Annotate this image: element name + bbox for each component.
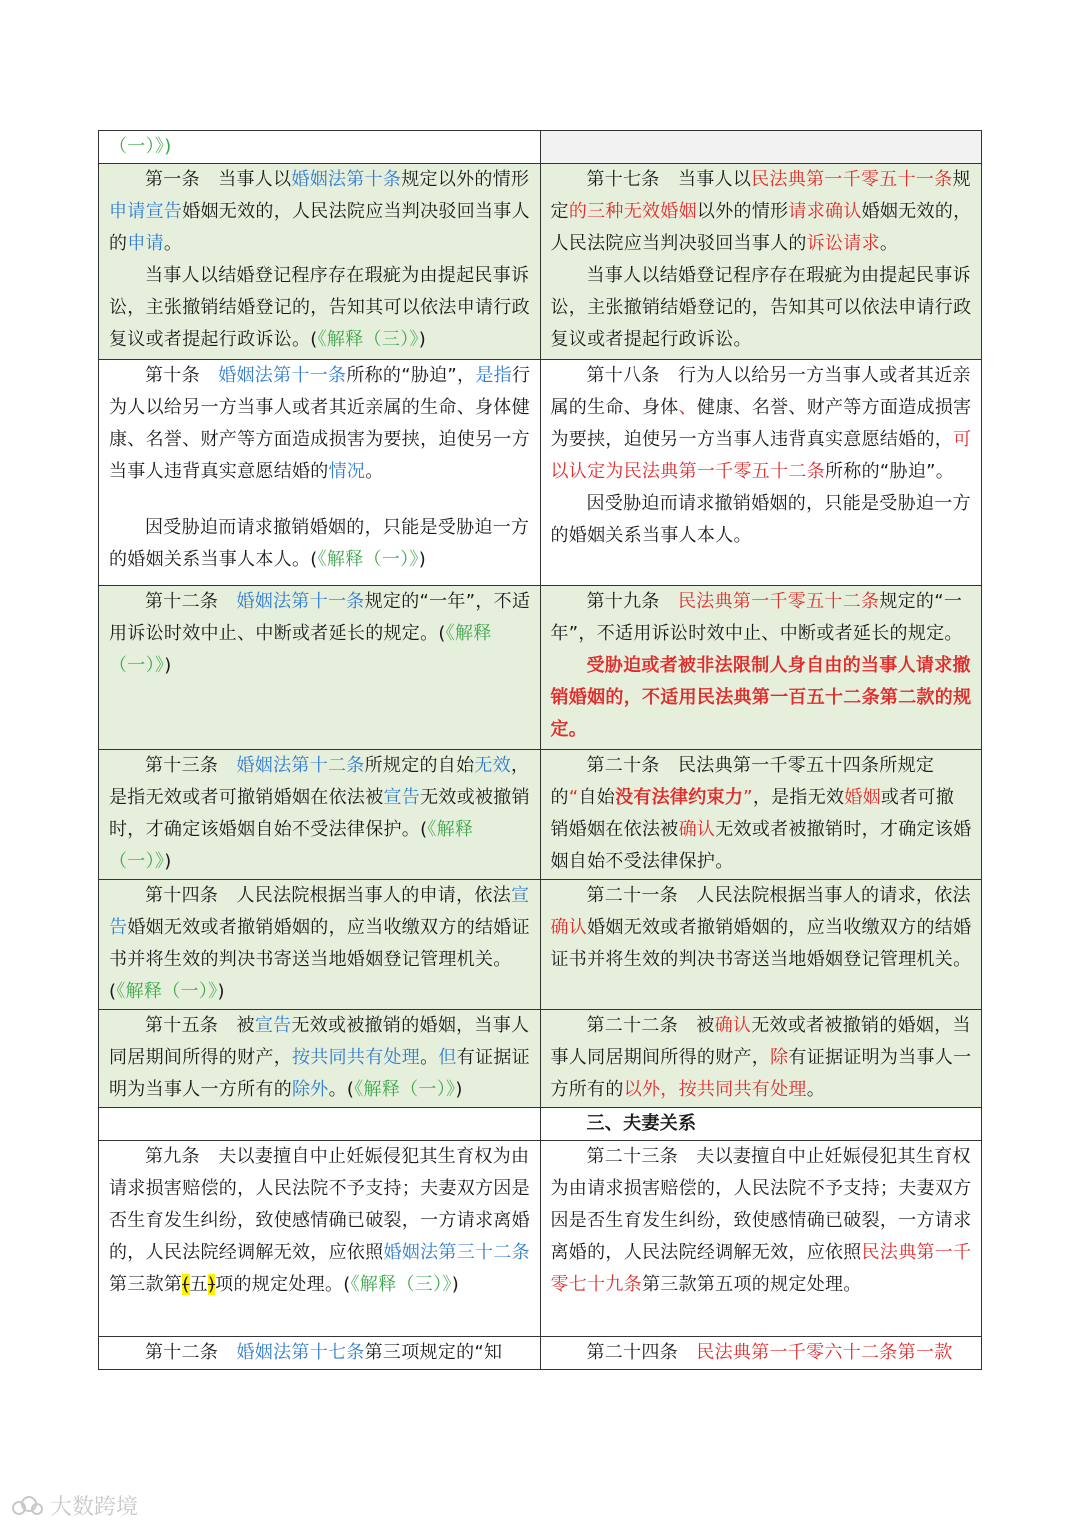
left-cell [99,880,541,1010]
right-cell [540,750,982,880]
article-text: 第九条 夫以妻擅自中止妊娠侵犯其生育权为由请求损害赔偿的，人民法院不予支持；夫妻双方因是否生育发生纠纷，致使感情确已破裂，一方请求离婚的，人民法院经调解无效，应依照婚姻法第三十二条第三款第(五)项的规定处理。(《解释（三）》) [109,1146,530,1295]
article-text: 第二十条 民法典第一千零五十四条所规定的“自始没有法律约束力”，是指无效婚姻或者可撤销婚姻在依法被确认无效或者被撤销时，才确定该婚姻自始不受法律保护。 [550,755,972,872]
article-text: 第十七条 当事人以民法典第一千零五十一条规定的三种无效婚姻以外的情形请求确认婚姻无效的，人民法院应当判决驳回当事人的诉讼请求。 [550,169,972,254]
article-text: 第十三条 婚姻法第十二条所规定的自始无效，是指无效或者可撤销婚姻在依法被宣告无效或被撤销时，才确定该婚姻自始不受法律保护。(《解释（一）》) [109,755,530,872]
article-text: 第十条 婚姻法第十一条所称的“胁迫”，是指行为人以给另一方当事人或者其近亲属的生命、身体健康、名誉、财产等方面造成损害为要挟，迫使另一方当事人违背真实意愿结婚的情况。 [109,365,531,482]
table-row [99,1010,982,1108]
table-row [99,131,982,164]
left-cell [99,750,541,880]
article-text: 因受胁迫而请求撤销婚姻的，只能是受胁迫一方的婚姻关系当事人本人。 [550,493,971,546]
article-text: 第十四条 人民法院根据当事人的申请，依法宣告婚姻无效或者撤销婚姻的，应当收缴双方的结婚证书并将生效的判决书寄送当地婚姻登记管理机关。(《解释（一）》) [109,885,530,1002]
table-row [99,1108,982,1141]
article-text: 受胁迫或者被非法限制人身自由的当事人请求撤销婚姻的，不适用民法典第一百五十二条第二款的规定。 [550,655,972,740]
article-text: 第十二条 婚姻法第十一条规定的“一年”，不适用诉讼时效中止、中断或者延长的规定。(《解释（一）》) [109,591,531,676]
left-cell [99,164,541,360]
article-text: 当事人以结婚登记程序存在瑕疵为由提起民事诉讼，主张撤销结婚登记的，告知其可以依法申请行政复议或者提起行政诉讼。 [550,265,972,350]
article-text: 第十九条 民法典第一千零五十二条规定的“一年”，不适用诉讼时效中止、中断或者延长的规定。 [550,591,963,644]
right-cell [540,164,982,360]
right-cell [540,880,982,1010]
table-row [99,880,982,1010]
left-cell [99,1108,541,1141]
table-row [99,164,982,360]
left-cell [99,586,541,750]
continuation-text: （一）》) [109,136,172,157]
right-cell [540,131,982,164]
watermark-text: 大数跨境 [50,1495,139,1520]
watermark [10,1490,138,1521]
article-text: 第一条 当事人以婚姻法第十条规定以外的情形申请宣告婚姻无效的，人民法院应当判决驳回当事人的申请。 [109,169,530,254]
right-cell [540,1010,982,1108]
cloud-logo-icon [10,1495,44,1517]
left-cell [99,1010,541,1108]
paragraph-gap [109,488,531,512]
table-row [99,586,982,750]
right-cell [540,586,982,750]
table-row [99,360,982,586]
left-cell [99,1141,541,1337]
left-cell [99,1337,541,1370]
comparison-table [98,130,982,1370]
left-cell [99,360,541,586]
right-cell [540,1141,982,1337]
left-cell [99,131,541,164]
section-heading: 三、夫妻关系 [586,1113,697,1134]
article-text: 第十八条 行为人以给另一方当事人或者其近亲属的生命、身体、健康、名誉、财产等方面造成损害为要挟，迫使另一方当事人违背真实意愿结婚的，可以认定为民法典第一千零五十二条所称的“胁迫”。 [550,365,972,482]
article-text: 第二十三条 夫以妻擅自中止妊娠侵犯其生育权为由请求损害赔偿的，人民法院不予支持；夫妻双方因是否生育发生纠纷，致使感情确已破裂，一方请求离婚的，人民法院经调解无效，应依照民法典第一千零七十九条第三款第五项的规定处理。 [550,1146,972,1295]
table-row [99,1141,982,1337]
article-text: 当事人以结婚登记程序存在瑕疵为由提起民事诉讼，主张撤销结婚登记的，告知其可以依法申请行政复议或者提起行政诉讼。(《解释（三）》) [109,265,530,350]
article-text: 因受胁迫而请求撤销婚姻的，只能是受胁迫一方的婚姻关系当事人本人。(《解释（一）》) [109,517,530,570]
article-text: 第二十一条 人民法院根据当事人的请求，依法确认婚姻无效或者撤销婚姻的，应当收缴双方的结婚证书并将生效的判决书寄送当地婚姻登记管理机关。 [550,885,972,970]
section-heading-cell [540,1108,982,1141]
article-text: 第二十四条 民法典第一千零六十二条第一款 [586,1342,953,1363]
table-row [99,1337,982,1370]
table-row [99,750,982,880]
right-cell [540,1337,982,1370]
article-text: 第二十二条 被确认无效或者被撤销的婚姻，当事人同居期间所得的财产，除有证据证明为当事人一方所有的以外，按共同共有处理。 [550,1015,972,1100]
article-text: 第十五条 被宣告无效或被撤销的婚姻，当事人同居期间所得的财产，按共同共有处理。但有证据证明为当事人一方所有的除外。(《解释（一）》) [109,1015,530,1100]
right-cell [540,360,982,586]
article-text: 第十二条 婚姻法第十七条第三项规定的“知 [145,1342,503,1363]
